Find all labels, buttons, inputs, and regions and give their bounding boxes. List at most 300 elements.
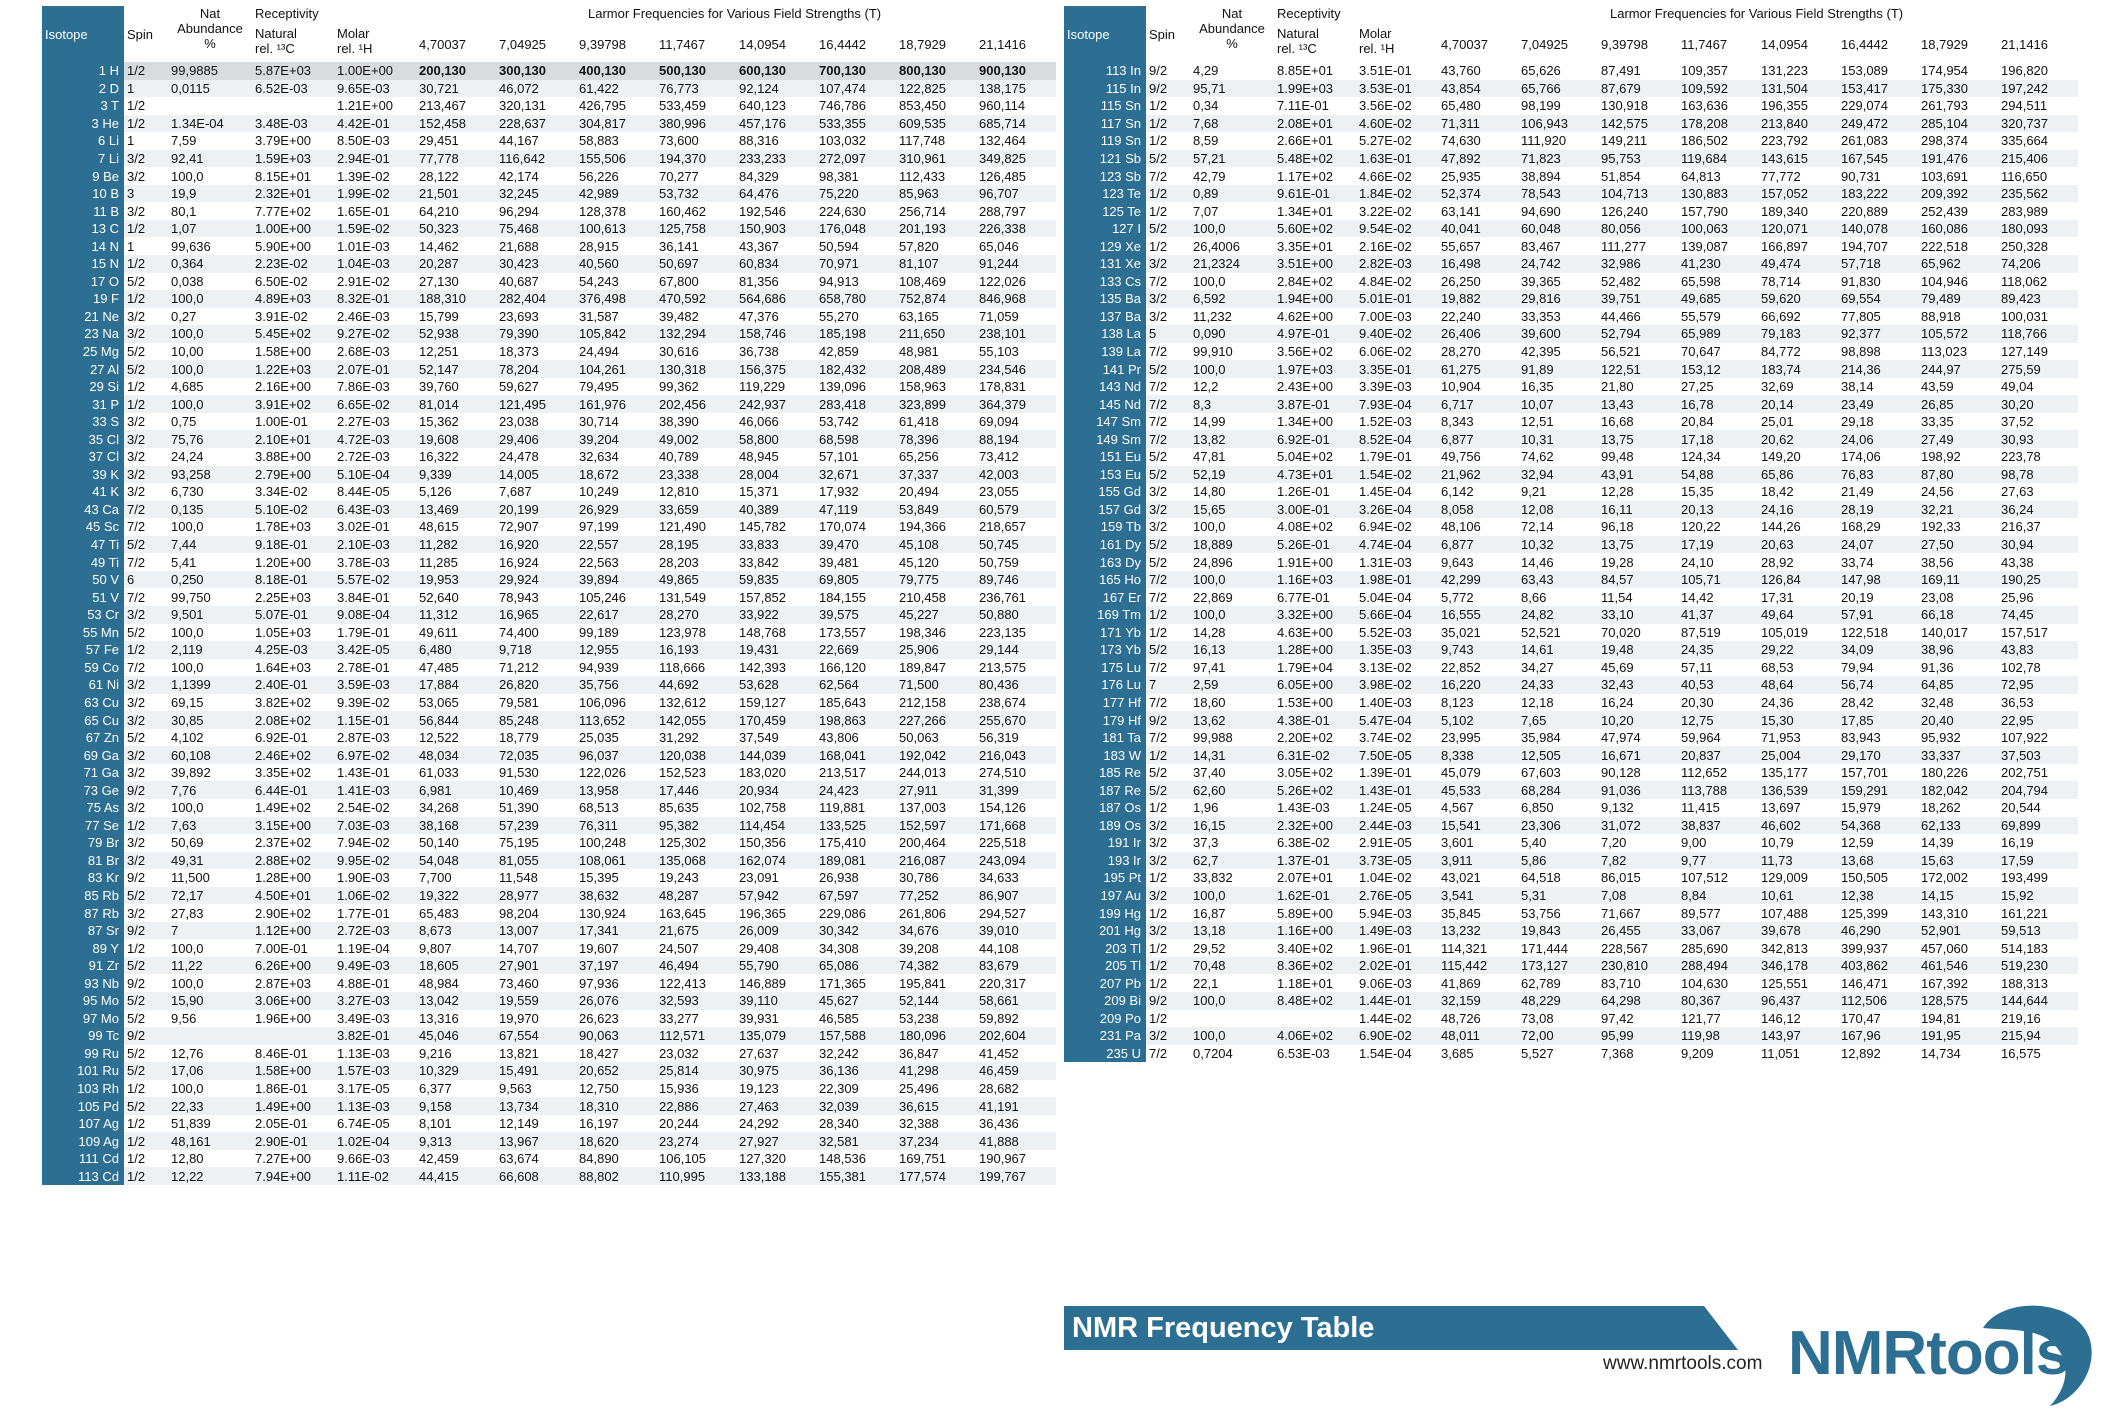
cell-abundance: 100,0 [168,360,252,378]
cell-spin: 7/2 [1146,571,1190,589]
cell-frequency-5: 173,557 [819,624,867,640]
cell-abundance: 9,501 [168,606,252,624]
cell-frequency-1: 11,548 [499,870,538,886]
cell-abundance: 100,0 [171,1080,204,1096]
cell-frequency-0: 152,458 [416,115,496,133]
cell-frequency-2: 376,498 [576,290,656,308]
cell-molar-receptivity: 7.86E-03 [337,379,390,395]
cell-frequency-6: 30,786 [899,870,939,886]
header-field-1: 7,04925 [499,36,547,52]
cell-frequency-7: 25,96 [2001,589,2034,605]
cell-frequency-1: 32,245 [496,185,576,203]
cell-frequency-0: 13,469 [416,501,496,519]
cell-frequency-1: 5,527 [1521,1045,1554,1061]
cell-frequency-5: 57,101 [819,449,859,465]
cell-spin: 1/2 [124,220,168,238]
cell-frequency-6: 211,650 [896,325,976,343]
cell-frequency-7: 59,892 [979,1010,1019,1026]
cell-frequency-2: 51,854 [1601,168,1641,184]
table-row [1064,1027,2078,1045]
table-row [1064,887,2078,905]
cell-frequency-1: 10,31 [1518,430,1598,448]
cell-frequency-1: 106,943 [1518,115,1598,133]
cell-frequency-0: 38,168 [416,817,496,835]
cell-frequency-6: 853,450 [899,98,947,114]
cell-frequency-3: 118,666 [659,659,706,675]
cell-frequency-3: 163,645 [659,905,707,921]
cell-frequency-0: 20,287 [416,255,496,273]
footer-site-link[interactable]: www.nmrtools.com [1603,1353,1763,1374]
cell-frequency-6: 25,496 [899,1080,939,1096]
cell-spin: 1/2 [127,1116,146,1132]
table-row [1064,974,2078,992]
cell-frequency-3: 135,068 [656,852,736,870]
cell-frequency-2: 16,197 [579,1116,619,1132]
cell-natural-receptivity: 4.73E+01 [1274,466,1356,484]
cell-molar-receptivity: 6.65E-02 [334,395,416,413]
cell-abundance: 15,90 [168,992,252,1010]
cell-frequency-6: 113,023 [1921,344,1968,360]
cell-spin: 5/2 [124,1097,168,1115]
cell-frequency-0: 9,743 [1438,641,1518,659]
cell-isotope: 161 Dy [1064,536,1146,554]
cell-frequency-3: 12,810 [659,484,699,500]
cell-abundance [168,97,252,115]
cell-isotope: 165 Ho [1064,571,1146,589]
cell-frequency-6: 18,262 [1921,800,1961,816]
cell-frequency-1: 72,907 [499,519,539,535]
header-natural-label: Natural [255,26,297,41]
cell-frequency-7: 204,794 [1998,781,2078,799]
cell-molar-receptivity: 1.24E-05 [1359,800,1412,816]
cell-frequency-3: 122,413 [659,975,707,991]
cell-frequency-1: 9,718 [496,641,576,659]
cell-molar-receptivity: 2.91E-05 [1359,835,1412,851]
cell-frequency-7: 30,93 [1998,430,2078,448]
cell-isotope: 51 V [42,588,124,606]
cell-frequency-1: 171,444 [1521,940,1569,956]
cell-natural-receptivity: 6.52E-03 [252,80,334,98]
cell-frequency-7: 17,59 [1998,852,2078,870]
cell-abundance: 99,988 [1193,730,1233,746]
cell-frequency-1: 13,007 [496,922,576,940]
cell-abundance: 100,0 [1190,220,1274,238]
cell-frequency-6: 63,165 [899,308,939,324]
cell-frequency-4: 144,039 [736,746,816,764]
cell-abundance: 0,364 [168,255,252,273]
cell-frequency-0: 13,316 [419,1010,459,1026]
cell-natural-receptivity: 1.22E+03 [252,360,334,378]
cell-spin: 7/2 [1149,659,1168,675]
cell-molar-receptivity: 9.40E-02 [1356,325,1438,343]
cell-frequency-0: 32,159 [1438,992,1518,1010]
cell-isotope: 151 Eu [1064,448,1146,466]
cell-frequency-1: 23,306 [1518,817,1598,835]
cell-frequency-4: 131,504 [1758,80,1838,98]
cell-frequency-2: 45,69 [1601,659,1634,675]
cell-frequency-0: 48,615 [419,519,459,535]
table-row [1064,185,2078,203]
cell-frequency-0: 6,981 [416,781,496,799]
cell-frequency-5: 34,308 [819,940,859,956]
cell-frequency-6: 201,193 [896,220,976,238]
cell-frequency-7: 219,16 [2001,1010,2041,1026]
cell-isotope: 6 Li [42,132,124,150]
table-row [1064,413,2078,431]
cell-spin: 5/2 [1146,150,1190,168]
cell-frequency-5: 167,96 [1838,1027,1918,1045]
header-abundance-line: Nat [199,6,221,21]
cell-frequency-1: 18,373 [499,344,539,360]
cell-frequency-3: 28,203 [659,554,699,570]
cell-frequency-3: 132,612 [659,694,707,710]
cell-abundance: 12,80 [171,1151,204,1167]
cell-frequency-0: 19,953 [416,571,496,589]
cell-frequency-4: 102,758 [739,800,787,816]
table-row [1064,290,2078,308]
cell-frequency-4: 27,463 [736,1097,816,1115]
cell-frequency-7: 132,464 [979,133,1027,149]
cell-frequency-6: 64,85 [1918,676,1998,694]
cell-frequency-2: 13,43 [1598,395,1678,413]
cell-spin: 3/2 [124,325,168,343]
cell-spin: 5 [1146,325,1190,343]
cell-frequency-4: 28,92 [1761,554,1794,570]
cell-frequency-2: 26,455 [1598,922,1678,940]
cell-frequency-4: 170,459 [736,711,816,729]
cell-frequency-0: 22,852 [1441,659,1481,675]
cell-frequency-6: 227,266 [896,711,976,729]
cell-frequency-7: 288,797 [979,203,1027,219]
cell-frequency-1: 42,174 [499,168,539,184]
cell-frequency-1: 26,820 [496,676,576,694]
cell-natural-receptivity: 1.58E+00 [255,344,312,360]
cell-spin: 1/2 [1149,800,1168,816]
cell-abundance: 52,19 [1190,466,1274,484]
cell-frequency-3: 152,523 [659,765,707,781]
cell-frequency-2: 64,298 [1598,992,1678,1010]
cell-frequency-6: 24,56 [1921,484,1954,500]
cell-spin: 1/2 [1146,115,1190,133]
cell-frequency-0: 50,323 [416,220,496,238]
cell-isotope: 155 Gd [1064,483,1146,501]
cell-frequency-3: 89,577 [1681,905,1721,921]
cell-frequency-0: 9,158 [416,1097,496,1115]
table-row [1064,799,2078,817]
cell-isotope: 2 D [42,80,124,98]
cell-frequency-1: 39,365 [1521,273,1561,289]
cell-frequency-0: 7,700 [419,870,452,886]
cell-natural-receptivity: 9.18E-01 [252,536,334,554]
cell-natural-receptivity: 3.34E-02 [255,484,308,500]
table-row [42,694,1056,712]
header-abundance-line: Abundance [177,21,243,36]
cell-frequency-6: 78,396 [896,430,976,448]
cell-frequency-3: 9,77 [1678,852,1758,870]
cell-spin: 3/2 [127,484,146,500]
table-row [1064,729,2078,747]
cell-frequency-7: 514,183 [2001,940,2049,956]
cell-molar-receptivity: 1.15E-01 [334,711,416,729]
cell-frequency-4: 33,833 [736,536,816,554]
table-row [1064,676,2078,694]
cell-frequency-0: 8,058 [1438,501,1518,519]
cell-natural-receptivity: 7.77E+02 [255,203,312,219]
cell-isotope: 135 Ba [1064,290,1146,308]
cell-frequency-3: 113,788 [1678,781,1758,799]
cell-frequency-5: 150,505 [1841,870,1889,886]
cell-frequency-1: 282,404 [496,290,576,308]
cell-natural-receptivity: 6.38E-02 [1277,835,1330,851]
cell-frequency-2: 71,667 [1601,905,1641,921]
cell-frequency-1: 75,468 [496,220,576,238]
table-row [42,466,1056,484]
table-row [42,150,1056,168]
cell-spin: 1 [124,80,168,98]
cell-molar-receptivity: 9.08E-04 [334,606,416,624]
cell-spin: 3/2 [1149,835,1168,851]
cell-frequency-0: 48,984 [419,975,459,991]
cell-frequency-2: 39,751 [1598,290,1678,308]
cell-frequency-0: 6,877 [1438,430,1518,448]
cell-frequency-3: 38,837 [1678,817,1758,835]
cell-frequency-7: 41,191 [976,1097,1056,1115]
cell-natural-receptivity: 4.97E-01 [1274,325,1356,343]
cell-frequency-3: 39,482 [659,308,699,324]
cell-frequency-4: 157,052 [1758,185,1838,203]
cell-frequency-2: 21,80 [1601,379,1634,395]
cell-frequency-0: 34,268 [419,800,459,816]
cell-spin: 5/2 [124,992,168,1010]
cell-natural-receptivity: 4.38E-01 [1274,711,1356,729]
cell-frequency-4: 119,229 [739,379,786,395]
cell-isotope: 157 Gd [1064,501,1146,519]
cell-frequency-1: 29,816 [1518,290,1598,308]
header-field-7: 21,1416 [2001,36,2049,52]
cell-frequency-2: 130,924 [579,905,627,921]
cell-frequency-3: 20,837 [1678,746,1758,764]
table-row [1064,1010,2078,1028]
cell-frequency-1: 79,390 [496,325,576,343]
cell-frequency-1: 71,823 [1518,150,1598,168]
cell-natural-receptivity: 1.05E+03 [255,624,312,640]
cell-isotope: 189 Os [1064,817,1146,835]
cell-frequency-7: 30,20 [1998,395,2078,413]
cell-frequency-6: 33,337 [1918,746,1998,764]
cell-isotope: 231 Pa [1064,1027,1146,1045]
cell-frequency-5: 119,881 [819,800,866,816]
cell-molar-receptivity: 2.87E-03 [337,730,390,746]
cell-frequency-0: 26,250 [1441,273,1481,289]
cell-molar-receptivity: 8.52E-04 [1356,430,1438,448]
cell-isotope: 67 Zn [42,729,124,747]
header-receptivity: Receptivity [1277,6,1341,21]
cell-frequency-0: 16,322 [419,449,459,465]
cell-frequency-4: 32,69 [1761,379,1794,395]
cell-frequency-2: 99,189 [579,624,619,640]
cell-natural-receptivity: 3.06E+00 [252,992,334,1010]
cell-molar-receptivity: 5.52E-03 [1359,624,1412,640]
cell-frequency-5: 168,29 [1841,519,1881,535]
cell-frequency-6: 65,256 [899,449,939,465]
cell-frequency-4: 136,539 [1758,781,1838,799]
table-row [42,1027,1056,1045]
cell-frequency-1: 85,248 [496,711,576,729]
table-row [1064,536,2078,554]
cell-frequency-6: 57,820 [899,238,939,254]
cell-spin: 3/2 [124,676,168,694]
cell-spin: 9/2 [1146,711,1190,729]
cell-frequency-7: 364,379 [976,395,1056,413]
table-row [1064,360,2078,378]
cell-abundance [1190,1010,1274,1028]
cell-natural-receptivity: 1.59E+03 [252,150,334,168]
cell-frequency-6: 800,130 [896,62,976,80]
cell-frequency-2: 19,607 [579,940,619,956]
cell-frequency-5: 185,643 [819,694,867,710]
cell-abundance: 22,33 [168,1097,252,1115]
table-row [42,290,1056,308]
table-row [42,974,1056,992]
cell-natural-receptivity: 1.78E+03 [255,519,312,535]
cell-frequency-1: 51,390 [499,800,539,816]
cell-frequency-3: 23,338 [656,466,736,484]
cell-isotope: 209 Bi [1064,992,1146,1010]
table-row [42,1097,1056,1115]
cell-frequency-0: 71,311 [1438,115,1518,133]
cell-natural-receptivity: 1.37E-01 [1274,852,1356,870]
cell-frequency-4: 157,852 [739,589,787,605]
cell-frequency-6: 66,18 [1918,606,1998,624]
cell-frequency-5: 33,74 [1841,554,1874,570]
cell-frequency-6: 103,691 [1921,168,1969,184]
cell-isotope: 199 Hg [1064,904,1146,922]
cell-frequency-6: 14,734 [1921,1045,1961,1061]
cell-frequency-0: 115,442 [1438,957,1518,975]
cell-frequency-6: 140,017 [1921,624,1969,640]
cell-frequency-2: 113,652 [576,711,656,729]
cell-frequency-3: 28,270 [656,606,736,624]
cell-frequency-0: 6,717 [1438,395,1518,413]
header-abundance-line: % [1226,36,1238,51]
table-row [42,992,1056,1010]
cell-natural-receptivity: 5.10E-02 [252,501,334,519]
header-field-6: 18,7929 [1921,36,1969,52]
cell-frequency-2: 18,427 [579,1045,619,1061]
cell-frequency-1: 40,687 [499,273,539,289]
cell-frequency-3: 15,35 [1681,484,1714,500]
cell-frequency-2: 16,24 [1601,694,1634,710]
cell-isotope: 71 Ga [42,764,124,782]
cell-abundance: 11,500 [171,870,210,886]
cell-isotope: 101 Ru [42,1062,124,1080]
cell-frequency-5: 92,377 [1838,325,1918,343]
cell-isotope: 85 Rb [42,887,124,905]
header-field-5: 16,4442 [1841,36,1889,52]
cell-frequency-6: 36,847 [899,1045,939,1061]
cell-frequency-7: 320,737 [1998,115,2078,133]
cell-frequency-7: 102,78 [2001,659,2041,675]
cell-frequency-1: 16,920 [496,536,576,554]
cell-abundance: 100,0 [168,395,252,413]
cell-isotope: 39 K [42,466,124,484]
table-row [1064,571,2078,589]
cell-frequency-6: 169,751 [899,1151,947,1167]
cell-frequency-3: 15,936 [659,1080,699,1096]
cell-natural-receptivity: 1.99E+03 [1274,80,1356,98]
cell-frequency-4: 342,813 [1761,940,1809,956]
table-row [42,1167,1056,1185]
cell-spin: 3/2 [124,606,168,624]
cell-natural-receptivity: 5.89E+00 [1277,905,1334,921]
cell-abundance: 12,76 [171,1045,204,1061]
cell-frequency-5: 147,98 [1838,571,1918,589]
table-row [1064,343,2078,361]
cell-molar-receptivity: 1.04E-03 [334,255,416,273]
cell-frequency-6: 117,748 [899,133,946,149]
cell-frequency-4: 30,975 [736,1062,816,1080]
cell-spin: 1/2 [1149,238,1168,254]
cell-frequency-1: 78,943 [499,589,539,605]
cell-frequency-3: 132,294 [656,325,736,343]
cell-frequency-6: 62,133 [1918,817,1998,835]
cell-molar-receptivity: 9.66E-03 [337,1151,390,1167]
cell-abundance: 4,102 [171,730,204,746]
cell-spin: 1/2 [124,395,168,413]
cell-abundance: 99,910 [1193,344,1233,360]
cell-frequency-1: 12,08 [1518,501,1598,519]
cell-abundance: 1,96 [1193,800,1219,816]
cell-frequency-0: 4,567 [1441,800,1474,816]
cell-molar-receptivity: 2.82E-03 [1356,255,1438,273]
cell-frequency-4: 144,26 [1761,519,1801,535]
cell-frequency-3: 14,42 [1681,589,1714,605]
cell-isotope: 203 Tl [1064,939,1146,957]
cell-frequency-0: 64,210 [419,203,459,219]
cell-molar-receptivity: 1.44E-02 [1359,1010,1412,1026]
cell-frequency-3: 142,055 [656,711,736,729]
cell-abundance: 0,7204 [1193,1045,1233,1061]
cell-frequency-4: 15,371 [739,484,779,500]
table-row [42,395,1056,413]
cell-natural-receptivity: 6.50E-02 [255,273,308,289]
cell-frequency-2: 76,311 [576,817,656,835]
cell-frequency-4: 114,454 [736,817,816,835]
cell-frequency-0: 52,374 [1438,185,1518,203]
cell-frequency-7: 144,644 [1998,992,2078,1010]
cell-frequency-6: 169,11 [1918,571,1998,589]
table-row [42,799,1056,817]
cell-frequency-7: 519,230 [1998,957,2078,975]
cell-frequency-3: 20,84 [1681,414,1714,430]
cell-frequency-3: 120,22 [1681,519,1721,535]
cell-frequency-1: 34,27 [1521,659,1554,675]
cell-frequency-1: 7,65 [1518,711,1598,729]
cell-frequency-2: 31,587 [579,308,619,324]
cell-frequency-0: 9,313 [416,1132,496,1150]
cell-abundance: 92,41 [168,150,252,168]
cell-frequency-3: 50,697 [656,255,736,273]
cell-spin: 3/2 [1146,1027,1190,1045]
table-row [42,413,1056,431]
header-field-6: 18,7929 [899,36,947,52]
cell-frequency-3: 112,571 [656,1027,736,1045]
cell-isotope: 115 In [1064,80,1146,98]
cell-frequency-0: 48,106 [1441,519,1481,535]
header-row-1 [42,6,1056,26]
cell-natural-receptivity: 5.26E+02 [1274,781,1356,799]
cell-frequency-2: 104,713 [1598,185,1678,203]
